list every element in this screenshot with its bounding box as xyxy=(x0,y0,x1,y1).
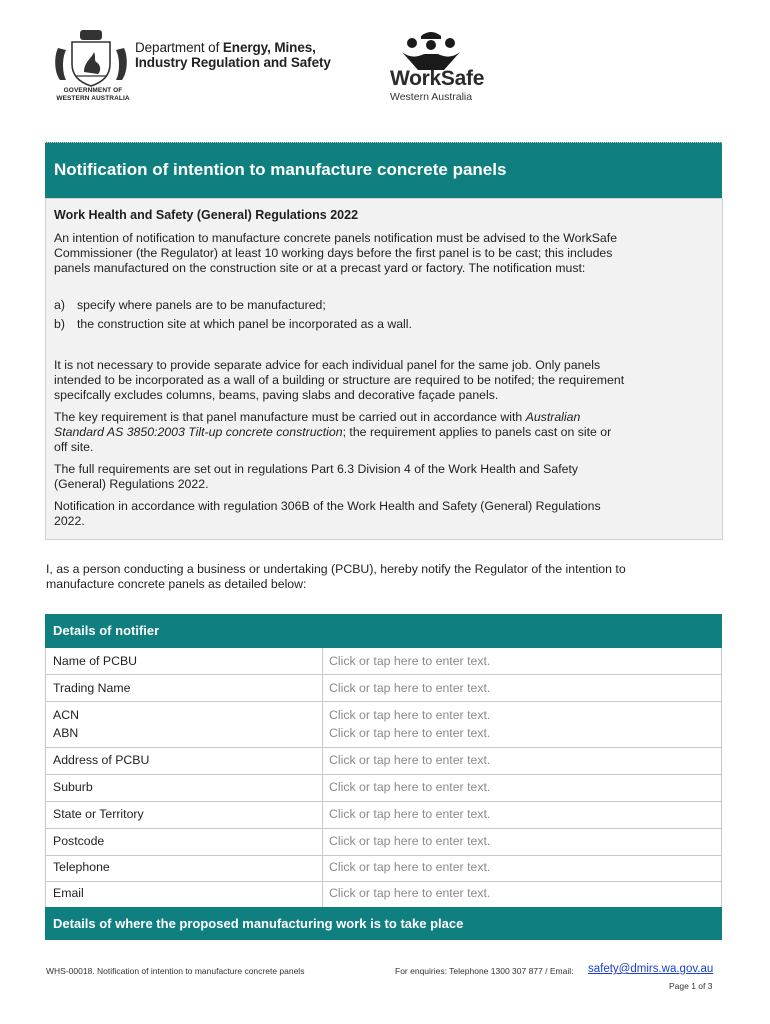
government-caption-line1: GOVERNMENT OF xyxy=(63,87,123,94)
location-section-title: Details of where the proposed manufacturing work is to take place xyxy=(53,916,464,931)
input-state-or-territory[interactable]: Click or tap here to enter text. xyxy=(329,807,491,821)
label-telephone: Telephone xyxy=(53,860,110,874)
worksafe-logo-text: WorkSafe xyxy=(390,67,485,90)
label-state-or-territory: State or Territory xyxy=(53,807,144,821)
intro-line-3: panels manufactured on the construction site or at a precast yard or factory. The notification must: xyxy=(54,261,586,275)
regulation-306b-line-1: Notification in accordance with regulation 306B of the Work Health and Safety (General) Regulations xyxy=(54,499,601,513)
page-title: Notification of intention to manufacture concrete panels xyxy=(54,160,507,179)
intro-line-1: An intention of notification to manufacture concrete panels notification must be advised to the WorkSafe xyxy=(54,231,618,245)
separate-advice-line-2: intended to be incorporated as a wall of a building or structure are required to be notifed; the requirement xyxy=(54,373,625,387)
key-requirement-line-2: Standard AS 3850:2003 Tilt-up concrete construction; the requirement applies to panels cast on site or xyxy=(54,425,612,439)
row-name-of-pcbu xyxy=(46,648,721,675)
list-marker-a: a) xyxy=(54,298,65,312)
table-right-border xyxy=(721,648,722,940)
worksafe-logo-subtitle: Western Australia xyxy=(390,91,473,103)
department-name-line2: Industry Regulation and Safety xyxy=(135,55,331,70)
input-acn[interactable]: Click or tap here to enter text. xyxy=(329,708,491,722)
row-state-or-territory xyxy=(46,802,721,829)
input-suburb[interactable]: Click or tap here to enter text. xyxy=(329,780,491,794)
input-telephone[interactable]: Click or tap here to enter text. xyxy=(329,860,491,874)
row-address-of-pcbu xyxy=(46,748,721,775)
regulation-306b-line-2: 2022. xyxy=(54,514,85,528)
separate-advice-line-1: It is not necessary to provide separate advice for each individual panel for the same job. Only panels xyxy=(54,358,601,372)
declaration-line-1: I, as a person conducting a business or undertaking (PCBU), hereby notify the Regulator of the intention to xyxy=(46,562,626,576)
label-abn: ABN xyxy=(53,726,79,740)
full-requirements-line-2: (General) Regulations 2022. xyxy=(54,477,209,491)
list-item-b: the construction site at which panel be incorporated as a wall. xyxy=(77,317,412,331)
key-requirement-line-3: off site. xyxy=(54,440,94,454)
label-email: Email xyxy=(53,886,84,900)
label-address-of-pcbu: Address of PCBU xyxy=(53,753,150,767)
input-email[interactable]: Click or tap here to enter text. xyxy=(329,886,491,900)
footer-enquiries: For enquiries: Telephone 1300 307 877 / Email: xyxy=(395,966,574,976)
footer-document-reference: WHS-00018. Notification of intention to manufacture concrete panels xyxy=(46,966,305,976)
label-trading-name: Trading Name xyxy=(53,681,131,695)
department-name-line1: Department of Energy, Mines, xyxy=(135,40,316,55)
list-item-a: specify where panels are to be manufactured; xyxy=(77,298,326,312)
regulations-heading: Work Health and Safety (General) Regulations 2022 xyxy=(54,208,359,222)
declaration-line-2: manufacture concrete panels as detailed below: xyxy=(46,577,307,591)
row-email xyxy=(46,882,721,907)
input-postcode[interactable]: Click or tap here to enter text. xyxy=(329,834,491,848)
label-name-of-pcbu: Name of PCBU xyxy=(53,654,138,668)
input-abn[interactable]: Click or tap here to enter text. xyxy=(329,726,491,740)
input-address-of-pcbu[interactable]: Click or tap here to enter text. xyxy=(329,753,491,767)
footer-email-link[interactable]: safety@dmirs.wa.gov.au xyxy=(588,963,714,975)
intro-line-2: Commissioner (the Regulator) at least 10 working days before the first panel is to be cast; this includes xyxy=(54,246,613,260)
government-caption-line2: WESTERN AUSTRALIA xyxy=(56,95,130,102)
row-postcode xyxy=(46,829,721,856)
input-trading-name[interactable]: Click or tap here to enter text. xyxy=(329,681,491,695)
label-acn: ACN xyxy=(53,708,79,722)
location-section-header xyxy=(45,907,722,940)
separate-advice-line-3: specifcally excludes columns, beams, paving slabs and decorative façade panels. xyxy=(54,388,499,402)
row-trading-name xyxy=(46,675,721,702)
label-postcode: Postcode xyxy=(53,834,105,848)
worksafe-figures-icon xyxy=(400,30,462,70)
row-suburb xyxy=(46,775,721,802)
input-name-of-pcbu[interactable]: Click or tap here to enter text. xyxy=(329,654,491,668)
footer-page-number: Page 1 of 3 xyxy=(669,981,713,991)
row-telephone xyxy=(46,856,721,882)
list-marker-b: b) xyxy=(54,317,65,331)
notifier-section-title: Details of notifier xyxy=(53,623,160,638)
wa-crest-icon xyxy=(50,28,132,88)
notifier-section-header xyxy=(45,614,722,648)
full-requirements-line-1: The full requirements are set out in regulations Part 6.3 Division 4 of the Work Health and Safety xyxy=(54,462,579,476)
label-suburb: Suburb xyxy=(53,780,93,794)
key-requirement-line-1: The key requirement is that panel manufacture must be carried out in accordance with Australian xyxy=(54,410,581,424)
row-acn-abn xyxy=(46,702,721,748)
